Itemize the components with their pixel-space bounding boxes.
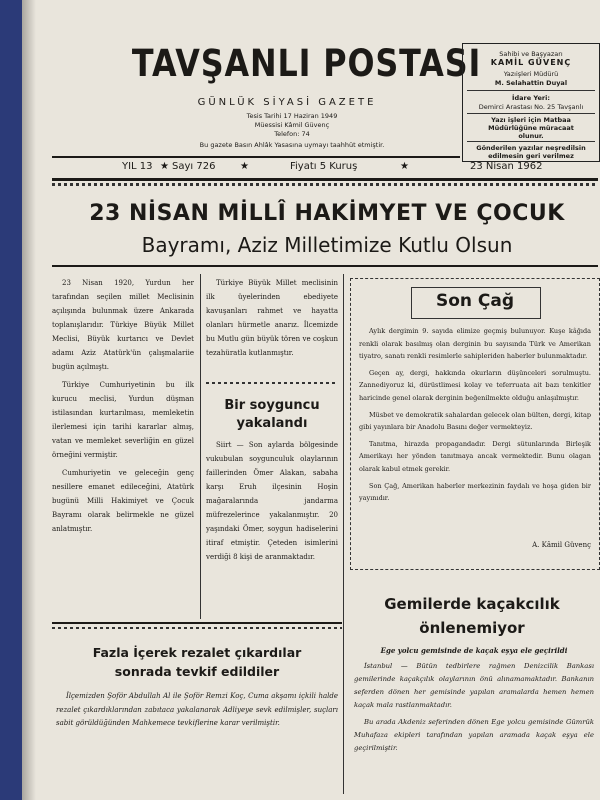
- owner-label: Sahibi ve Başyazarı: [499, 50, 563, 58]
- article-paragraph: Siirt — Son aylarda bölgesinde vukubulan soygunculuk olaylarının faillerinden Ömer Alakan, sabaha karşı Eruh ilçesinin Hoşin mağaralarında jandarma müfrezelerince yakalanmıştır. 20 yaşındaki Ömer, soygun hadiselerini itiraf etmiştir. Çeteden isimlerini verdiği 8 kişi de aranmaktadır.: [206, 441, 338, 561]
- article-paragraph: Türkiye Büyük Millet meclisinin ilk üyelerinden ebediyete kavuşanları rahmet ve hayatta olanları hürmetle anarız. İlcemizde bu Mutlu gün büyük tören ve coşkun tezahüratla kutlanmıştır.: [206, 279, 338, 357]
- main-subheadline: Bayramı, Aziz Milletimize Kutlu Olsun: [141, 233, 513, 257]
- founding-date: Tesis Tarihi 17 Haziran 1949: [246, 112, 338, 120]
- rezalet-headline-line1: Fazla İçerek rezalet çıkardılar: [92, 645, 302, 660]
- star-icon: ★: [160, 161, 169, 172]
- main-headline: 23 NİSAN MİLLÎ HAKİMYET VE ÇOCUK: [89, 201, 565, 226]
- article-paragraph: Aylık dergimin 9. sayıda elimize geçmiş bulunuyor. Kuşe kâğıda renkli olarak basılmış olan derginin bu sayısında Türk ve Amerikan tiyatro, sanatı renkli resimlerle sahipleriden haberler bulunmaktadır.: [359, 327, 591, 361]
- robber-headline-line2: yakalandı: [236, 416, 308, 431]
- article-paragraph: İstanbul — Bütün tedbirlere rağmen Denizcilik Bankası gemilerinde kaçakçılık olaylarının önü alınamamaktadır. Bankanın seferden dönen her gemisinde yapılan aramalarda hemen hemen kaçak mala rastlanmaktadır.: [354, 662, 594, 709]
- publisher-info-box: [462, 43, 600, 162]
- article-paragraph: Geçen ay, dergi, hakkında okurların düşünceleri sorulmuştu. Zannediyoruz ki, dürüstlimesi kolay ve teferruata ait bazı tenkitler haricinde genel olarak derginin beğenilmekte olduğu anlaşılmıştır.: [359, 368, 591, 402]
- price: Fiyatı 5 Kuruş: [290, 161, 358, 172]
- robber-headline-line1: Bir soyguncu: [224, 398, 320, 413]
- gemiler-article: [354, 660, 594, 759]
- gemiler-headline-line1: Gemilerde kaçakcılık: [384, 595, 560, 613]
- headline-rule: [52, 265, 598, 267]
- gemiler-lead: Ege yolcu gemisinde de kaçak eşya ele geçirildi: [380, 646, 568, 655]
- ethics-notice: Bu gazete Basın Ahlâk Yasasına uymayı taahhüt etmiştir.: [199, 141, 385, 149]
- bottom-rule: [52, 178, 598, 181]
- article-paragraph: Tanıtma, hirazda propagandadır. Dergi sütunlarında Birleşik Amerikayı her yönden tanıtmaya ancak vermektedir. Bunu olagan olarak kabul etmek gerekir.: [359, 439, 591, 473]
- article-paragraph: Müsbet ve demokratik sahalardan gelecek olan bülten, dergi, kitap gibi yayınlara bir Anadolu Basını değer vermekteyiz.: [359, 410, 591, 432]
- star-icon: ★: [400, 161, 409, 172]
- print-note-line: olunur.: [518, 132, 544, 140]
- article-paragraph: Cumhuriyetin ve geleceğin genç nesillere emanet edileceğini, Atatürk bugünü Milli Hakimiyet ve Çocuk Bayramı olarak belirmekle ne güzel anlatmıştır.: [52, 469, 194, 533]
- article-paragraph: Son Çağ, Amerikan haberler merkezinin faydalı ve hoşa giden bir yayınıdır.: [359, 481, 591, 503]
- section-divider: [206, 382, 338, 384]
- column-divider: [343, 274, 344, 794]
- article-paragraph: Bu arada Akdeniz seferinden dönen Ege yolcu gemisinde Gümrük Muhafaza ekipleri tarafından yapılan aramada kaçak eşya ele geçirilmiştir.: [354, 718, 594, 752]
- section-divider: [52, 627, 342, 629]
- rezalet-headline-line2: sonrada tevkif edildiler: [114, 664, 280, 679]
- article-paragraph: İlçemizden Şoför Abdullah Al ile Şoför Remzi Koç, Cuma akşamı içkili halde rezalet çıkardıklarından zabıtaca yakalanarak Adliyeye sevk edilmişler, suçları sabit görüldüğünden Mahkemece tevkiflerine karar verilmiştir.: [56, 692, 338, 727]
- manager-label: Yazıişleri Müdürü: [503, 70, 559, 78]
- middle-column-article: [206, 276, 338, 364]
- page-edge-shadow: [22, 0, 36, 800]
- signature: A. Kâmil Güvenç: [532, 541, 591, 549]
- print-note-line: Yazı işleri için Matbaa: [491, 116, 571, 124]
- issue-date: 23 Nisan 1962: [470, 161, 543, 172]
- divider: [467, 90, 595, 91]
- section-rule: [52, 622, 342, 624]
- robber-article: [206, 438, 338, 568]
- son-cag-title: Son Çağ: [435, 291, 515, 311]
- decorative-border: [52, 183, 598, 186]
- newspaper-page: [22, 0, 600, 800]
- phone: Telefon: 74: [274, 130, 310, 138]
- left-column-article: [52, 276, 194, 540]
- article-paragraph: 23 Nisan 1920, Yurdun her tarafından seçilen millet Meclisinin açılışında bulunmak üzere Ankarada toplanışlarıdır. Türkiye Büyük Millet Meclisi, Büyük kurtarıcı ve Devlet adamı Aziz Atatürk'ün çalışmalariie bugün açılmıştı.: [52, 279, 194, 371]
- article-paragraph: Türkiye Cumhuriyetinin bu ilk kurucu meclisi, Yurdun düşman istilasından kurtarılması, memleketin ilerlemesi için tarihi kararlar almış, vatan ve memleket severliğin en güzel örneğini vermiştir.: [52, 381, 194, 459]
- year: YIL 13: [122, 161, 153, 172]
- owner-name: KAMİL GÜVENÇ: [490, 58, 572, 67]
- star-icon: ★: [240, 161, 249, 172]
- newspaper-subtitle: GÜNLÜK SİYASİ GAZETE: [197, 97, 377, 108]
- issue-number: Sayı 726: [172, 161, 216, 172]
- newspaper-title: TAVŞANLI POSTASI: [131, 42, 482, 85]
- rezalet-article: [56, 690, 338, 735]
- gemiler-headline-line2: önlenemiyor: [419, 619, 525, 637]
- return-note-line: edilmesin geri verilmez: [488, 152, 574, 160]
- return-note-line: Gönderilen yazılar neşredilsin: [476, 144, 586, 152]
- son-cag-box: [350, 278, 600, 570]
- founder: Müessisi Kâmil Güvenç: [254, 121, 330, 129]
- divider: [467, 113, 595, 114]
- office-label: İdare Yeri:: [512, 94, 550, 102]
- divider: [467, 141, 595, 142]
- manager-name: M. Selahattin Duyal: [494, 79, 568, 87]
- top-rule: [52, 156, 460, 158]
- son-cag-article: [359, 325, 591, 509]
- office-address: Demirci Arastası No. 25 Tavşanlı: [478, 103, 584, 111]
- print-note-line: Müdürlüğüne müracaat: [488, 124, 574, 132]
- column-divider: [200, 274, 201, 619]
